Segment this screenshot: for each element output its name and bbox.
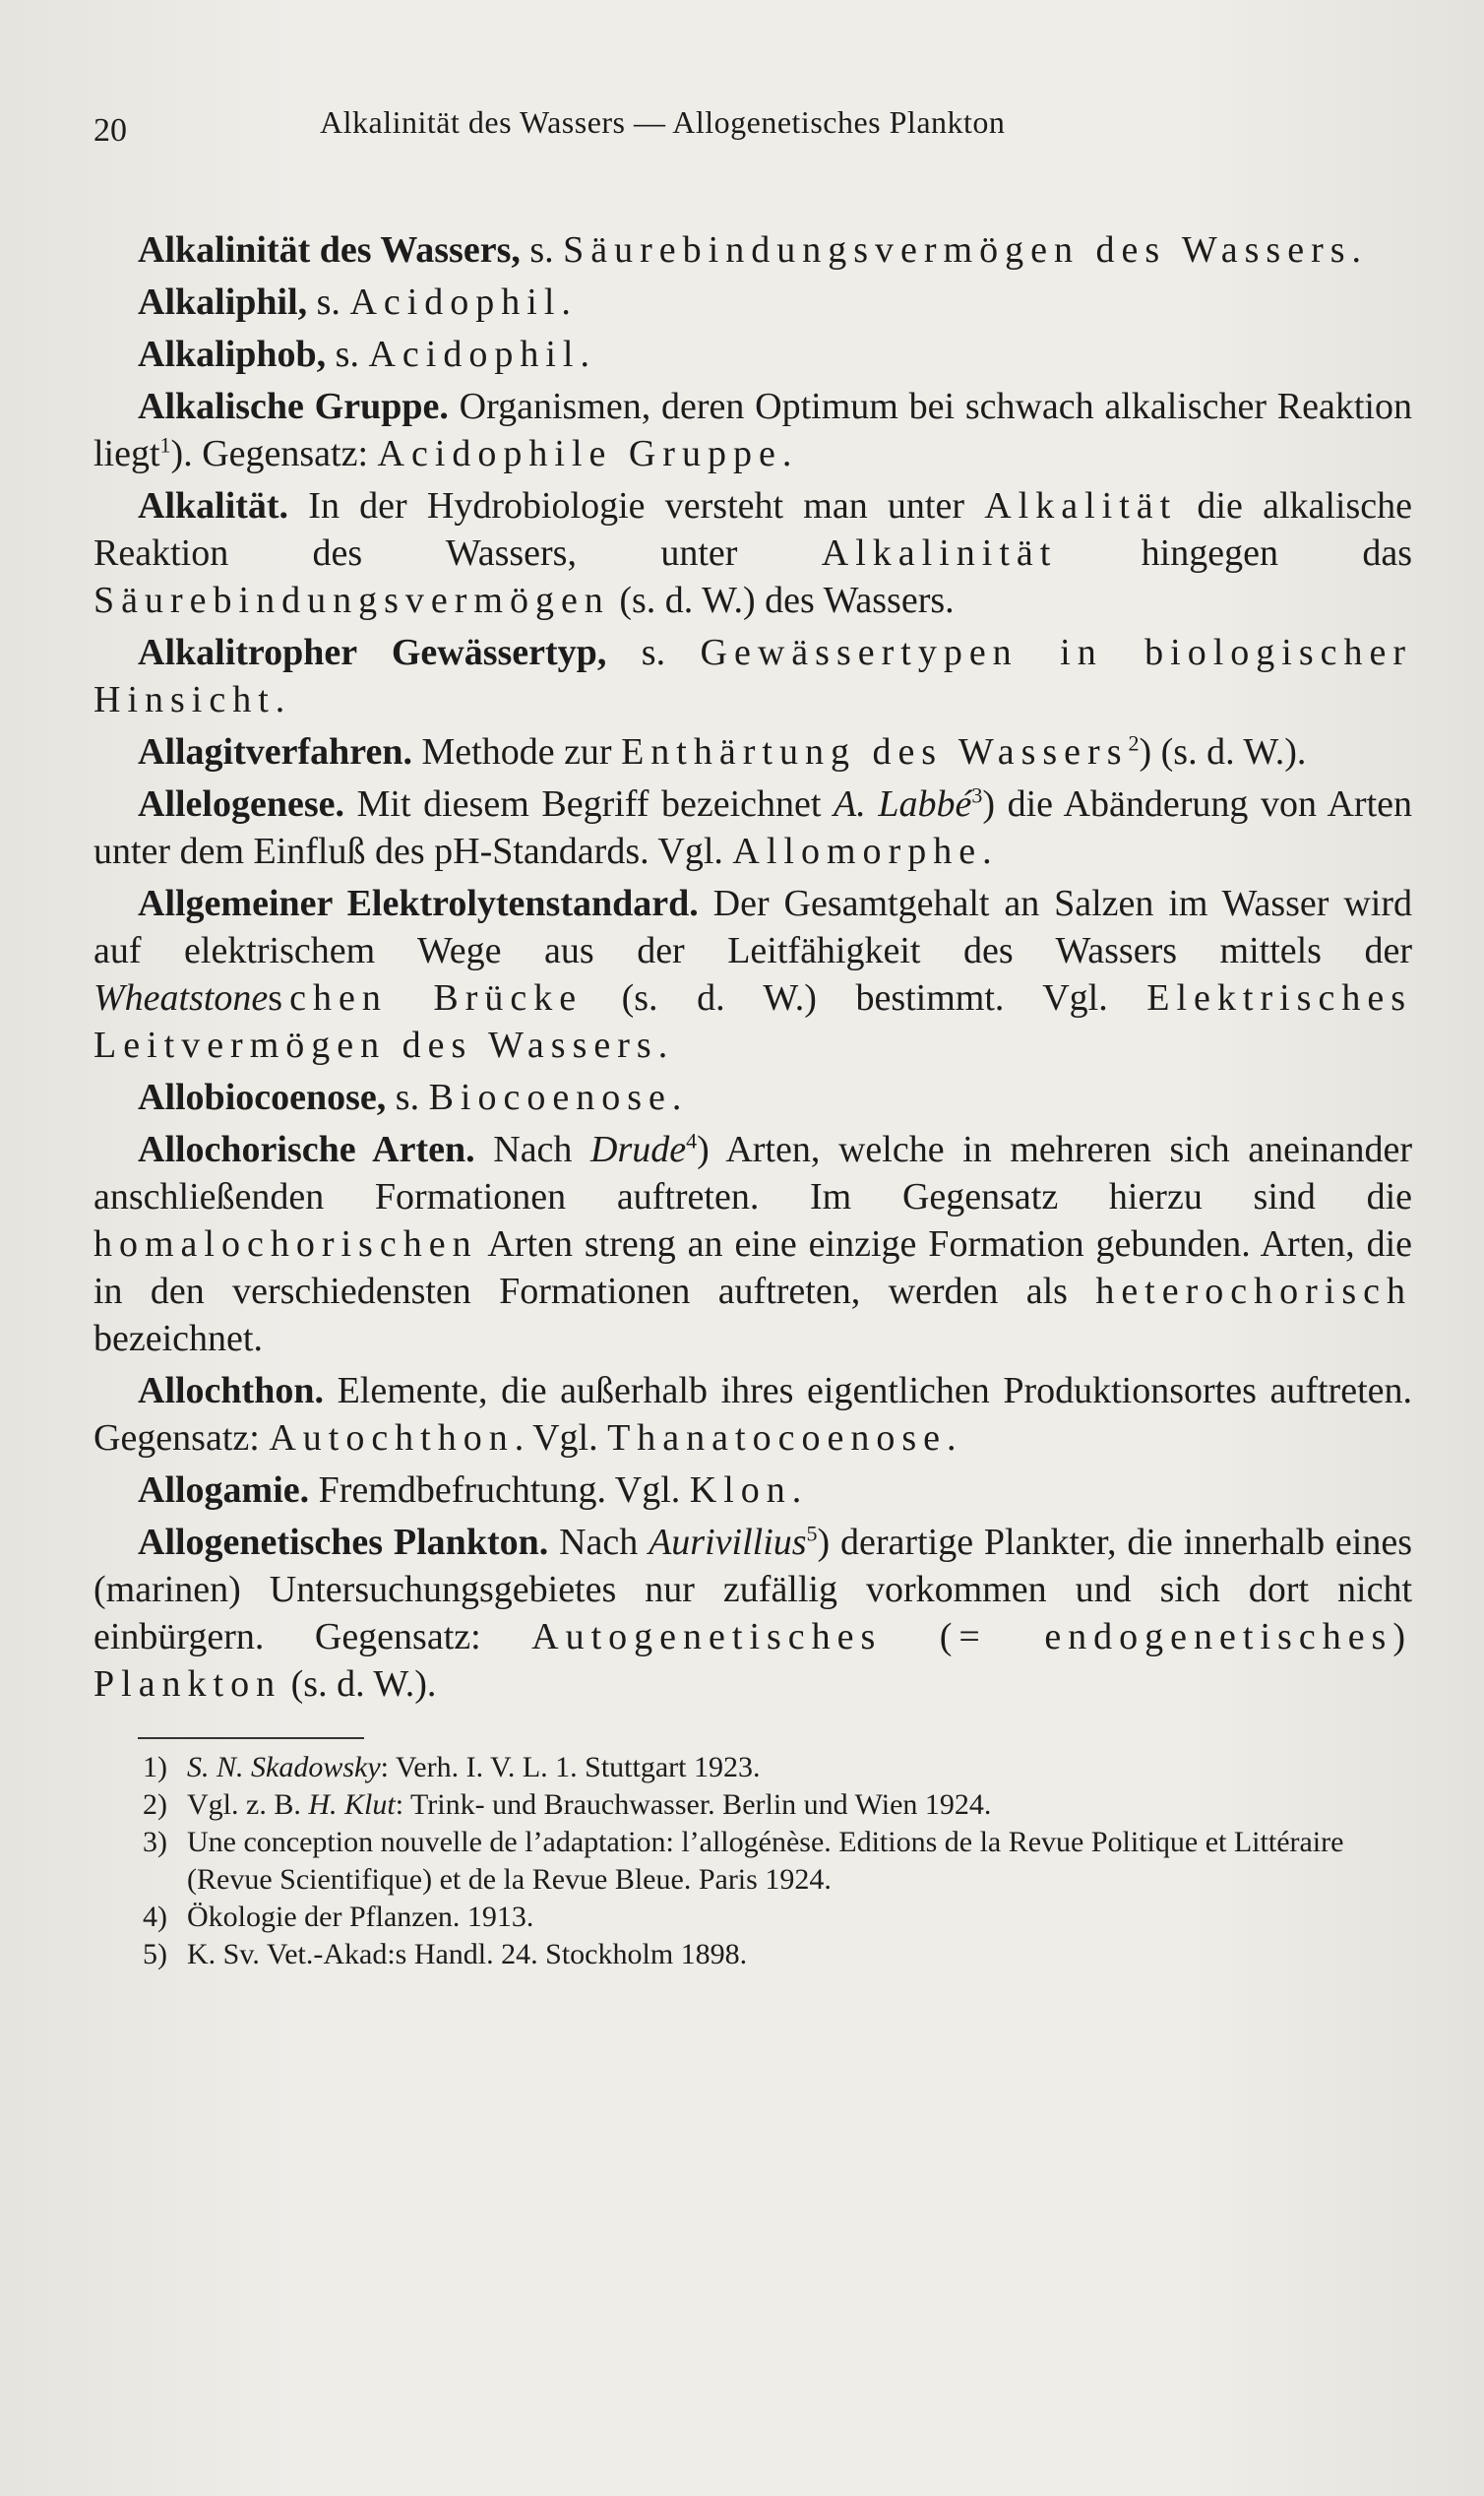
- entry-text: .: [671, 1077, 682, 1118]
- author-name: Drude: [590, 1129, 687, 1170]
- emphasis: Alkalinität: [821, 532, 1058, 574]
- entry-text: ) Arten, welche in mehreren sich aneinander anschließenden Formationen auftreten. Im Gegensatz hierzu sind die: [93, 1129, 1412, 1217]
- footnote-2: [93, 1786, 1405, 1824]
- entry-text: . Vgl.: [514, 1417, 608, 1459]
- emphasis: heterochorisch: [1095, 1271, 1412, 1312]
- entry-text: s.: [307, 281, 350, 323]
- entry-allobiocoenose: [93, 1074, 1412, 1121]
- headword: Allochorische Arten.: [138, 1129, 475, 1170]
- headword: Alkalität.: [138, 485, 289, 527]
- entry-text: s.: [606, 632, 701, 673]
- footnote-prefix: Vgl. z. B.: [187, 1788, 309, 1821]
- headword: Allgemeiner Elektrolytenstandard.: [138, 883, 699, 924]
- headword: Allochthon.: [138, 1370, 324, 1411]
- entry-text: s.: [520, 229, 564, 271]
- footnote-number: 5): [143, 1938, 167, 1970]
- footnote-text: : Trink- und Brauchwasser. Berlin und Wien 1924.: [395, 1788, 992, 1821]
- entry-text: s.: [386, 1077, 429, 1118]
- cross-reference: Gewässertypen in biologischer Hinsicht: [93, 632, 1413, 720]
- cross-reference: Acidophile Gruppe: [377, 433, 782, 474]
- footnote-divider: [138, 1737, 364, 1739]
- entry-text: hingegen das: [1057, 532, 1412, 574]
- cross-reference: Autochthon: [269, 1417, 515, 1459]
- footnote-ref: 1: [159, 432, 171, 458]
- author-name: Aurivillius: [649, 1522, 807, 1563]
- entry-allgemeiner-elektrolytenstandard: [93, 880, 1412, 1069]
- footnote-number: 3): [143, 1826, 167, 1858]
- entry-text: .: [982, 831, 992, 872]
- entry-text: Arten streng an eine einzige Formation gebunden. Arten, die in den verschiedensten Formationen auftreten, werden als: [93, 1223, 1412, 1312]
- footnote-text: Ökologie der Pflanzen. 1913.: [187, 1901, 534, 1933]
- entry-allagitverfahren: [93, 728, 1412, 776]
- entry-alkalitaet: [93, 482, 1412, 624]
- page-number: 20: [93, 112, 127, 149]
- entry-text: .: [561, 281, 571, 323]
- footnote-ref: 5: [806, 1521, 818, 1546]
- entry-text: Der Gesamtgehalt an Salzen im Wasser wird auf elektrischem Wege aus der Leitfähigkeit des Wassers mittels der: [93, 883, 1412, 971]
- headword: Alkalitropher Gewässertyp,: [138, 632, 607, 673]
- entry-alkaliphob: [93, 331, 1412, 378]
- headword: Allelogenese.: [138, 783, 345, 825]
- cross-reference: Acidophil: [349, 281, 562, 323]
- footnote-text: : Verh. I. V. L. 1. Stuttgart 1923.: [380, 1751, 761, 1783]
- entry-allogenetisches-plankton: [93, 1519, 1412, 1708]
- headword: Alkalische Gruppe.: [138, 386, 449, 427]
- entry-allochthon: [93, 1367, 1412, 1462]
- emphasis: homalochorischen: [93, 1223, 478, 1265]
- footnote-5: [93, 1936, 1405, 1973]
- entry-text: .: [946, 1417, 957, 1459]
- entry-text: Fremdbefruchtung. Vgl.: [309, 1469, 690, 1511]
- footnote-author: S. N. Skadowsky: [187, 1751, 381, 1783]
- entry-text: .: [791, 1469, 802, 1511]
- entry-allogamie: [93, 1466, 1412, 1514]
- entry-allelogenese: [93, 780, 1412, 875]
- cross-reference: Klon: [689, 1469, 792, 1511]
- footnotes: [93, 1749, 1405, 1973]
- cross-reference: Biocoenose: [428, 1077, 672, 1118]
- footnote-ref: 4: [686, 1128, 698, 1154]
- entry-text: (s. d. W.) des Wassers.: [609, 580, 955, 621]
- footnote-text: Une conception nouvelle de l’adaptation: l’allogénèse. Editions de la Revue Politique et Littéraire (Revue Scientifique) et de la Revue Bleue. Paris 1924.: [187, 1826, 1344, 1896]
- headword: Allogamie.: [138, 1469, 310, 1511]
- entry-text: .: [580, 334, 589, 375]
- headword: Allobiocoenose,: [138, 1077, 387, 1118]
- author-name: A. Labbé: [834, 783, 972, 825]
- entry-text: In der Hydrobiologie versteht man unter: [288, 485, 985, 527]
- cross-reference: Acidophil: [368, 334, 581, 375]
- entry-text: .: [1351, 229, 1362, 271]
- cross-reference: Enthärtung des Wassers: [621, 731, 1129, 773]
- entry-text: ) derartige Plankter, die innerhalb eines (marinen) Untersuchungsgebietes nur zufällig vorkommen und sich dort nicht einbürgern. Gegensatz:: [93, 1522, 1413, 1657]
- cross-reference: Autogenetisches (= endogenetisches) Plankton: [93, 1616, 1412, 1705]
- footnote-text: K. Sv. Vet.-Akad:s Handl. 24. Stockholm 1898.: [187, 1938, 748, 1970]
- entry-text: .: [657, 1025, 668, 1066]
- entry-text: .: [781, 433, 792, 474]
- entry-text: ). Gegensatz:: [170, 433, 378, 474]
- headword: Allagitverfahren.: [138, 731, 412, 773]
- running-title: Alkalinität des Wassers — Allogenetisches Plankton: [320, 104, 1006, 140]
- headword: Alkaliphil,: [138, 281, 308, 323]
- entry-text: (s. d. W.) bestimmt. Vgl.: [583, 977, 1147, 1019]
- footnote-4: [93, 1899, 1405, 1936]
- entry-text: (s. d. W.).: [281, 1663, 437, 1705]
- emphasis: Alkalität: [984, 485, 1178, 527]
- entry-text: bezeichnet.: [93, 1318, 263, 1359]
- footnote-1: [93, 1749, 1405, 1786]
- footnote-number: 1): [143, 1751, 167, 1783]
- entry-text: ) die Abänderung von Arten unter dem Einfluß des pH-Standards. Vgl.: [93, 783, 1412, 872]
- entry-text: ) (s. d. W.).: [1139, 731, 1307, 773]
- footnote-3: [93, 1824, 1405, 1899]
- dictionary-entries: [93, 226, 1412, 1708]
- entry-alkalinitaet-des-wassers: [93, 226, 1412, 274]
- entry-text: Nach: [548, 1522, 649, 1563]
- headword: Alkaliphob,: [138, 334, 327, 375]
- entry-alkalische-gruppe: [93, 383, 1412, 477]
- cross-reference: Elektrisches Leitvermögen des Wassers: [93, 977, 1412, 1066]
- entry-alkaliphil: [93, 279, 1412, 326]
- cross-reference: schen Brücke: [268, 977, 584, 1019]
- cross-reference: Säurebindungsvermögen des Wassers: [563, 229, 1352, 271]
- entry-text: Mit diesem Begriff bezeichnet: [344, 783, 835, 825]
- entry-text: Methode zur: [411, 731, 622, 773]
- cross-reference: Thanatocoenose: [607, 1417, 947, 1459]
- entry-text: .: [275, 679, 285, 720]
- entry-text: die alkalische Reaktion des Wassers, unter: [93, 485, 1412, 574]
- headword: Allogenetisches Plankton.: [138, 1522, 549, 1563]
- entry-text: Nach: [474, 1129, 591, 1170]
- author-name: Wheatstone: [93, 977, 269, 1019]
- footnote-number: 2): [143, 1788, 167, 1821]
- entry-allochorische-arten: [93, 1126, 1412, 1362]
- entry-alkalitropher-gewaessertyp: [93, 629, 1412, 723]
- entry-text: Elemente, die außerhalb ihres eigentlichen Produktionsortes auftreten. Gegensatz:: [93, 1370, 1412, 1459]
- cross-reference: Säurebindungsvermögen: [93, 580, 610, 621]
- entry-text: s.: [326, 334, 369, 375]
- headword: Alkalinität des Wassers,: [138, 229, 521, 271]
- running-header: [93, 98, 1405, 157]
- entry-text: Organismen, deren Optimum bei schwach alkalischer Reaktion liegt: [93, 386, 1412, 474]
- cross-reference: Allomorphe: [732, 831, 983, 872]
- footnote-number: 4): [143, 1901, 167, 1933]
- footnote-ref: 3: [971, 782, 983, 808]
- footnote-ref: 2: [1128, 730, 1140, 756]
- footnote-author: H. Klut: [308, 1788, 396, 1821]
